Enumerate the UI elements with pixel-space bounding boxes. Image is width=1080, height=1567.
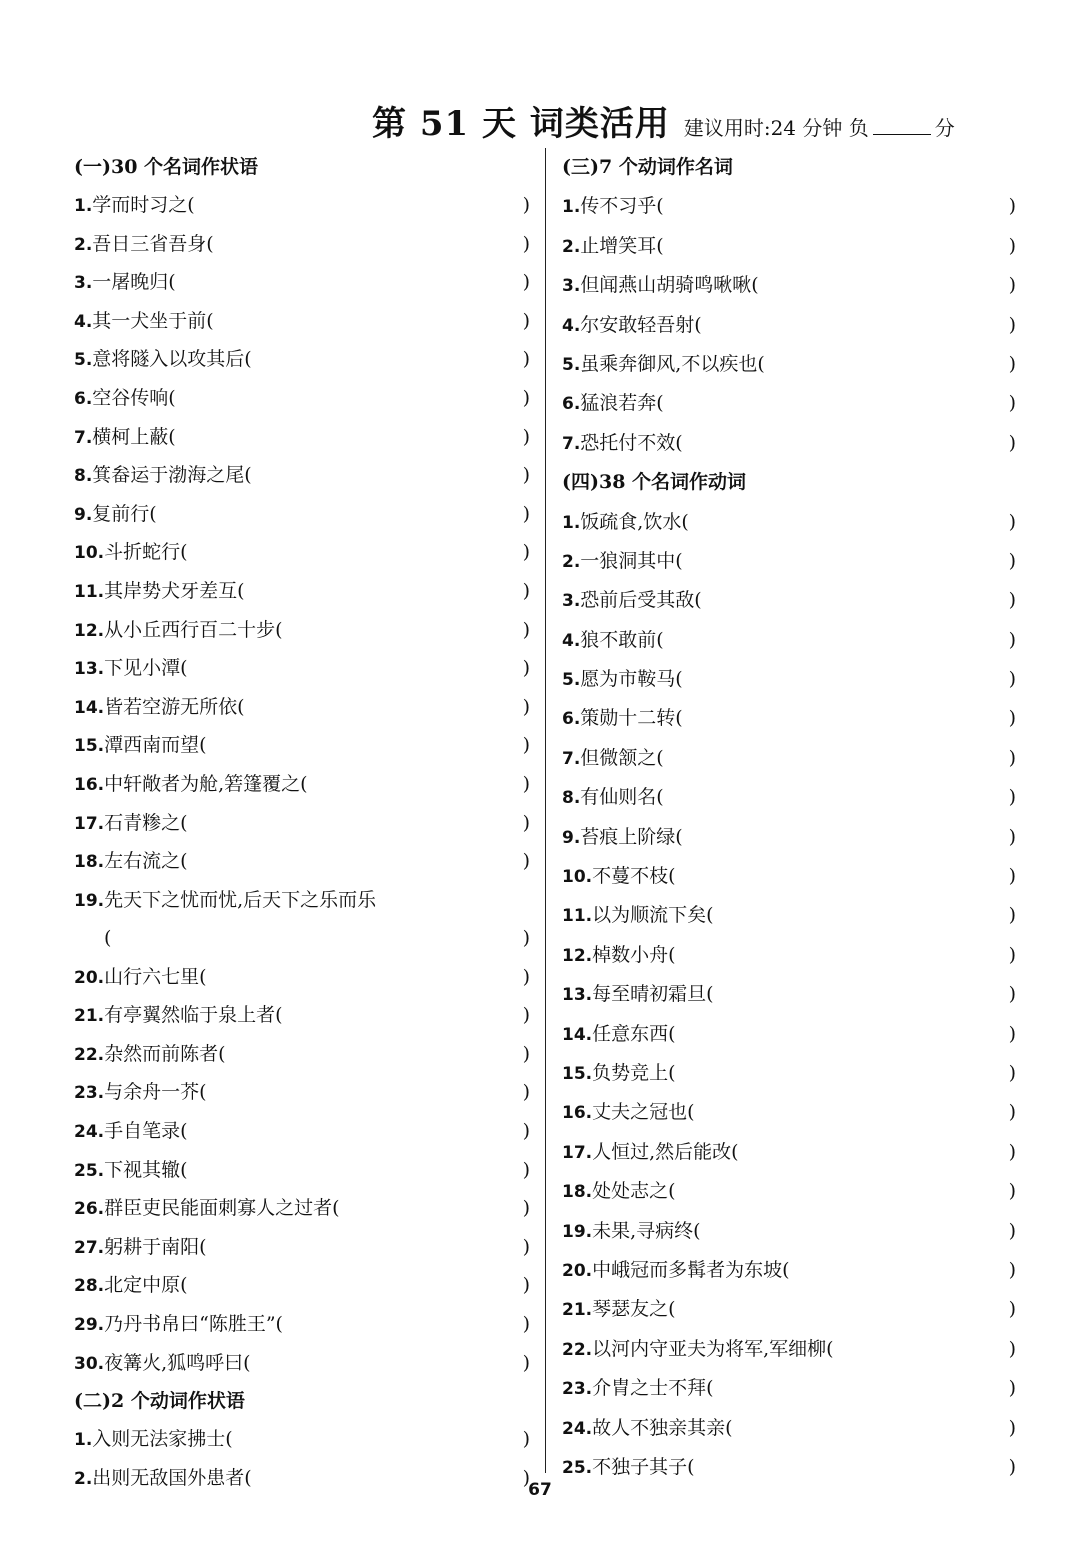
question-item[interactable] (74, 225, 530, 264)
question-number: 29. (74, 1315, 105, 1336)
question-number: 19. (562, 1221, 593, 1242)
question-number: 7. (562, 433, 581, 454)
question-number: 13. (562, 985, 593, 1006)
question-item[interactable] (562, 1133, 1016, 1172)
question-text: 不蔓不枝( (592, 865, 676, 888)
question-number: 14. (562, 1024, 593, 1045)
answer-close-paren: ) (522, 657, 530, 680)
answer-close-paren: ) (522, 618, 530, 641)
answer-close-paren: ) (1008, 1298, 1016, 1321)
question-text: 中峨冠而多髯者为东坡( (592, 1258, 790, 1281)
question-text: 吾日三省吾身( (92, 232, 214, 255)
answer-close-paren: ) (522, 772, 530, 795)
question-item[interactable] (74, 996, 530, 1035)
question-number: 4. (562, 630, 581, 651)
answer-close-paren: ) (522, 811, 530, 834)
question-item[interactable] (562, 1093, 1016, 1132)
question-text: 出则无敌国外患者( (92, 1466, 252, 1489)
question-text: 皆若空游无所依( (104, 695, 245, 718)
question-item[interactable] (74, 456, 530, 495)
question-number: 6. (562, 709, 581, 730)
answer-close-paren: ) (1008, 825, 1016, 848)
question-number: 17. (562, 1142, 593, 1163)
question-item[interactable] (562, 936, 1016, 975)
answer-close-paren: ) (1008, 392, 1016, 415)
page-title: 第 51 天 词类活用 (372, 104, 670, 144)
column-divider (545, 148, 546, 1473)
question-number: 18. (562, 1182, 593, 1203)
answer-close-paren: ) (1008, 943, 1016, 966)
question-text: 猛浪若奔( (580, 392, 664, 415)
answer-close-paren: ) (522, 1081, 530, 1104)
question-text: 一屠晚归( (92, 271, 176, 294)
question-text: 止增笑耳( (580, 234, 664, 257)
question-text: 丈夫之冠也( (592, 1101, 695, 1124)
question-text: 故人不独亲其亲( (592, 1416, 733, 1439)
question-item[interactable] (74, 1344, 530, 1383)
section-heading: (三)7 个动词作名词 (562, 156, 733, 178)
answer-close-paren: ) (1008, 865, 1016, 888)
question-number: 21. (562, 1300, 593, 1321)
question-number: 7. (562, 748, 581, 769)
question-text: 有亭翼然临于泉上者( (104, 1004, 283, 1027)
question-item[interactable] (74, 1305, 530, 1344)
question-item[interactable] (74, 765, 530, 804)
answer-close-paren: ) (1008, 1258, 1016, 1281)
question-item[interactable] (562, 187, 1016, 226)
question-item[interactable] (74, 495, 530, 534)
question-number: 15. (74, 736, 105, 757)
time-suggestion (684, 112, 955, 141)
answer-close-paren: ) (1008, 549, 1016, 572)
question-text: 北定中原( (104, 1274, 188, 1297)
question-item[interactable] (562, 778, 1016, 817)
question-item[interactable] (74, 186, 530, 225)
answer-close-paren: ) (1008, 1022, 1016, 1045)
question-text: 左右流之( (104, 850, 188, 873)
question-text: 潭西南而望( (104, 734, 207, 757)
answer-close-paren: ) (1008, 746, 1016, 769)
question-item[interactable] (562, 1172, 1016, 1211)
question-number: 3. (562, 591, 581, 612)
question-item[interactable] (562, 1251, 1016, 1290)
question-item[interactable] (74, 1112, 530, 1151)
answer-close-paren: ) (1008, 313, 1016, 336)
question-text: 有仙则名( (580, 786, 664, 809)
question-number: 10. (562, 867, 593, 888)
question-item[interactable] (74, 688, 530, 727)
answer-close-paren: ) (522, 850, 530, 873)
question-text: 策勋十二转( (580, 707, 683, 730)
question-item[interactable] (74, 1189, 530, 1228)
question-item[interactable] (562, 384, 1016, 423)
question-number: 2. (562, 551, 581, 572)
answer-close-paren: ) (522, 541, 530, 564)
question-item[interactable] (74, 842, 530, 881)
answer-close-paren: ) (522, 1158, 530, 1181)
question-item[interactable] (562, 1409, 1016, 1448)
page-number: 67 (528, 1480, 552, 1500)
question-text: 恐托付不效( (580, 431, 683, 454)
question-item[interactable] (562, 1015, 1016, 1054)
question-item[interactable] (562, 621, 1016, 660)
question-number: 6. (74, 388, 93, 409)
answer-close-paren: ) (522, 1274, 530, 1297)
question-number: 3. (74, 273, 93, 294)
question-text: 石青糁之( (104, 811, 188, 834)
question-number: 24. (74, 1122, 105, 1143)
answer-close-paren: ) (1008, 1219, 1016, 1242)
question-text: 其岸势犬牙差互( (104, 579, 245, 602)
question-text: 但微颔之( (580, 746, 664, 769)
answer-close-paren: ) (1008, 195, 1016, 218)
answer-close-paren: ) (1008, 1101, 1016, 1124)
answer-close-paren: ) (1008, 431, 1016, 454)
answer-close-paren: ) (1008, 668, 1016, 691)
answer-close-paren: ) (522, 194, 530, 216)
question-text: 每至晴初霜旦( (592, 983, 714, 1006)
score-unit: 分 (934, 116, 955, 140)
question-number: 9. (74, 504, 93, 525)
question-number: 2. (74, 1468, 93, 1489)
question-number: 13. (74, 659, 105, 680)
answer-close-paren: ) (522, 502, 530, 525)
question-text: 琴瑟友之( (592, 1298, 676, 1321)
question-number: 2. (562, 236, 581, 257)
question-number: 25. (74, 1160, 105, 1181)
question-text: 虽乘奔御风,不以疾也( (580, 352, 765, 375)
question-number: 21. (74, 1006, 105, 1027)
question-number: 3. (562, 276, 581, 297)
question-item[interactable] (74, 881, 530, 958)
question-number: 14. (74, 697, 105, 718)
section-heading: (二)2 个动词作状语 (74, 1390, 245, 1413)
question-number: 6. (562, 394, 581, 415)
question-number: 1. (562, 197, 581, 218)
question-text: 一狼洞其中( (580, 549, 683, 572)
question-text: 介胄之士不拜( (592, 1377, 714, 1400)
question-number: 26. (74, 1199, 105, 1220)
question-text: 传不习乎( (580, 195, 664, 218)
question-item[interactable] (74, 418, 530, 457)
question-text: 与余舟一芥( (104, 1081, 207, 1104)
question-text: 任意东西( (592, 1022, 676, 1045)
question-number: 8. (74, 466, 93, 487)
question-item[interactable] (74, 1420, 530, 1459)
question-text: 人恒过,然后能改( (592, 1140, 739, 1163)
question-number: 24. (562, 1418, 593, 1439)
question-item[interactable] (562, 227, 1016, 266)
question-item[interactable] (562, 1290, 1016, 1329)
answer-close-paren: ) (1008, 510, 1016, 533)
answer-close-paren: ) (1008, 1377, 1016, 1400)
question-number: 28. (74, 1276, 105, 1297)
question-text: 从小丘西行百二十步( (104, 618, 283, 641)
score-blank[interactable] (873, 116, 931, 135)
question-text: 学而时习之( (92, 194, 195, 216)
question-text: 未果,寻病终( (592, 1219, 701, 1242)
question-item[interactable] (74, 1151, 530, 1190)
page-title-block (372, 96, 955, 145)
question-item[interactable] (562, 542, 1016, 581)
question-item[interactable] (562, 503, 1016, 542)
question-number: 30. (74, 1353, 105, 1374)
question-item[interactable] (562, 739, 1016, 778)
question-number: 12. (74, 620, 105, 641)
question-item[interactable] (74, 1266, 530, 1305)
question-number: 4. (562, 315, 581, 336)
question-item[interactable] (562, 266, 1016, 305)
question-item[interactable] (562, 857, 1016, 896)
answer-close-paren: ) (522, 1235, 530, 1258)
question-text: 群臣吏民能面刺寡人之过者( (104, 1197, 340, 1220)
answer-close-paren: ) (522, 232, 530, 255)
answer-close-paren: ) (1008, 1416, 1016, 1439)
question-item[interactable] (562, 896, 1016, 935)
question-text: 以河内守亚夫为将军,军细柳( (592, 1337, 834, 1360)
question-text: 先天下之忧而忧,后天下之乐而乐 (104, 888, 377, 911)
question-item[interactable] (74, 263, 530, 302)
question-text: 处处志之( (592, 1180, 676, 1203)
answer-close-paren: ) (522, 386, 530, 409)
question-text: 躬耕于南阳( (104, 1235, 207, 1258)
answer-close-paren: ) (1008, 1140, 1016, 1163)
question-number: 15. (562, 1063, 593, 1084)
answer-close-paren: ) (522, 309, 530, 332)
question-text: 尔安敢轻吾射( (580, 313, 702, 336)
question-text: 手自笔录( (104, 1120, 188, 1143)
answer-close-paren: ) (522, 425, 530, 448)
question-text: 杂然而前陈者( (104, 1042, 226, 1065)
question-item[interactable] (74, 533, 530, 572)
question-text: 意将隧入以攻其后( (92, 348, 252, 371)
question-item[interactable] (74, 379, 530, 418)
question-number: 16. (562, 1103, 593, 1124)
right-column (562, 148, 1016, 1478)
question-item[interactable] (562, 660, 1016, 699)
question-text: 入则无法家拂士( (92, 1428, 233, 1451)
question-item[interactable] (74, 726, 530, 765)
question-number: 5. (562, 670, 581, 691)
question-text: 苔痕上阶绿( (580, 825, 683, 848)
answer-close-paren: ) (1008, 786, 1016, 809)
question-text: 复前行( (92, 502, 157, 525)
question-text: 以为顺流下矣( (592, 904, 714, 927)
answer-close-paren: ) (1008, 589, 1016, 612)
answer-close-paren: ) (1008, 1061, 1016, 1084)
question-number: 11. (74, 581, 105, 602)
answer-close-paren: ) (522, 1197, 530, 1220)
question-number: 18. (74, 852, 105, 873)
question-number: 1. (74, 1430, 93, 1451)
question-text: 狼不敢前( (580, 628, 664, 651)
question-item[interactable] (74, 302, 530, 341)
question-text: 负势竞上( (592, 1061, 676, 1084)
question-text: 夜篝火,狐鸣呼曰( (104, 1351, 251, 1374)
question-number: 2. (74, 234, 93, 255)
answer-close-paren: ) (1008, 274, 1016, 297)
answer-close-paren: ) (522, 271, 530, 294)
question-text: 但闻燕山胡骑鸣啾啾( (580, 274, 759, 297)
question-number: 4. (74, 311, 93, 332)
answer-close-paren: ) (522, 1004, 530, 1027)
time-suggestion-text: 建议用时:24 分钟 负 (683, 116, 869, 140)
answer-close-paren: ) (1008, 1180, 1016, 1203)
answer-close-paren: ) (522, 464, 530, 487)
question-item[interactable] (562, 306, 1016, 345)
question-number: 22. (74, 1044, 105, 1065)
question-text: 中轩敞者为舱,箬篷覆之( (104, 772, 308, 795)
answer-close-paren: ) (1008, 983, 1016, 1006)
question-number: 12. (562, 945, 593, 966)
answer-close-paren: ) (522, 1351, 530, 1374)
question-item[interactable] (562, 1330, 1016, 1369)
question-item[interactable] (74, 649, 530, 688)
answer-close-paren: ) (522, 1428, 530, 1451)
question-text: 不独子其子( (592, 1455, 695, 1478)
question-item[interactable] (74, 1228, 530, 1267)
question-item[interactable] (562, 1212, 1016, 1251)
question-item[interactable] (74, 804, 530, 843)
answer-close-paren: ) (1008, 904, 1016, 927)
answer-close-paren: ) (522, 965, 530, 988)
answer-close-paren: ) (1008, 1337, 1016, 1360)
answer-close-paren: ) (522, 579, 530, 602)
question-number: 1. (74, 196, 93, 216)
question-text: 山行六七里( (104, 965, 207, 988)
question-number: 22. (562, 1339, 593, 1360)
question-item[interactable] (562, 424, 1016, 463)
question-number: 9. (562, 827, 581, 848)
question-text: 愿为市鞍马( (580, 668, 683, 691)
question-item[interactable] (562, 818, 1016, 857)
question-number: 25. (562, 1457, 593, 1478)
question-number: 5. (74, 350, 93, 371)
question-number: 17. (74, 813, 105, 834)
answer-close-paren: ) (522, 1120, 530, 1143)
question-text: 箕畚运于渤海之尾( (92, 464, 252, 487)
question-item[interactable] (562, 1054, 1016, 1093)
answer-close-paren: ) (522, 734, 530, 757)
question-number: 27. (74, 1237, 105, 1258)
question-text: 恐前后受其敌( (580, 589, 702, 612)
question-text: 其一犬坐于前( (92, 309, 214, 332)
question-item[interactable] (74, 572, 530, 611)
question-number: 16. (74, 774, 105, 795)
question-number: 23. (562, 1379, 593, 1400)
section-heading: (一)30 个名词作状语 (74, 156, 259, 178)
question-number: 19. (74, 890, 105, 911)
section-heading: (四)38 个名词作动词 (562, 471, 747, 494)
question-text: 下见小潭( (104, 657, 188, 680)
question-number: 5. (562, 354, 581, 375)
question-item[interactable] (74, 958, 530, 997)
question-text: 横柯上蔽( (92, 425, 176, 448)
question-item[interactable] (74, 340, 530, 379)
question-number: 20. (74, 967, 105, 988)
answer-close-paren: ) (1008, 234, 1016, 257)
left-column (74, 148, 530, 1489)
question-item[interactable] (562, 975, 1016, 1014)
question-item[interactable] (74, 611, 530, 650)
question-number: 11. (562, 906, 593, 927)
question-item[interactable] (74, 1035, 530, 1074)
answer-open-paren: ( (104, 926, 112, 949)
question-item[interactable] (562, 699, 1016, 738)
question-item[interactable] (562, 581, 1016, 620)
question-item[interactable] (562, 1369, 1016, 1408)
question-number: 8. (562, 788, 581, 809)
question-number: 23. (74, 1083, 105, 1104)
answer-close-paren: ) (522, 695, 530, 718)
answer-close-paren: ) (1008, 352, 1016, 375)
question-text: 乃丹书帛曰“陈胜王”( (104, 1313, 283, 1336)
answer-close-paren: ) (522, 348, 530, 371)
answer-close-paren: ) (522, 1042, 530, 1065)
answer-close-paren: ) (522, 926, 530, 949)
answer-close-paren: ) (1008, 628, 1016, 651)
answer-close-paren: ) (522, 1313, 530, 1336)
question-text: 棹数小舟( (592, 943, 676, 966)
question-number: 20. (562, 1260, 593, 1281)
question-number: 10. (74, 543, 105, 564)
question-item[interactable] (562, 345, 1016, 384)
answer-close-paren: ) (1008, 707, 1016, 730)
question-number: 7. (74, 427, 93, 448)
question-text: 空谷传响( (92, 386, 176, 409)
question-item[interactable] (74, 1073, 530, 1112)
question-text: 斗折蛇行( (104, 541, 188, 564)
answer-close-paren: ) (522, 1466, 530, 1489)
answer-close-paren: ) (1008, 1455, 1016, 1478)
question-text: 下视其辙( (104, 1158, 188, 1181)
question-number: 1. (562, 512, 581, 533)
question-text: 饭疏食,饮水( (580, 510, 689, 533)
